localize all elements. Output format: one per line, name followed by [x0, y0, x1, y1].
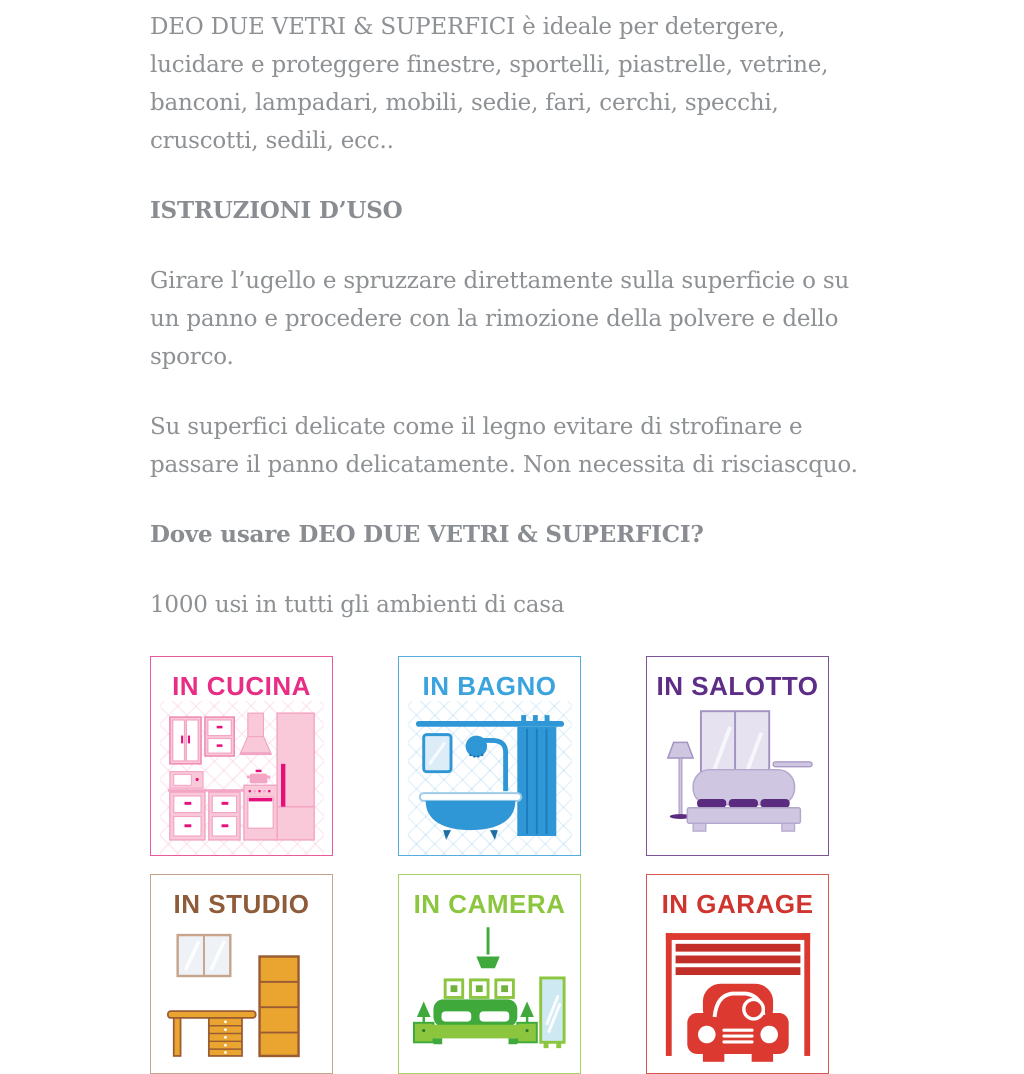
product-description: [150, 0, 882, 1074]
room-label-cucina: IN CUCINA: [172, 671, 311, 701]
living-room-icon: [656, 701, 820, 855]
room-card-camera: [398, 874, 581, 1074]
room-card-bagno: [398, 656, 581, 856]
room-label-garage: IN GARAGE: [661, 889, 814, 919]
instructions-paragraph-2: Su superfici delicate come il legno evitare di strofinare e passare il panno delicatamente. Non necessita di risciascquo.: [150, 414, 858, 478]
room-card-garage: [646, 874, 829, 1074]
room-card-cucina: [150, 656, 333, 856]
room-label-camera: IN CAMERA: [413, 889, 566, 919]
office-icon: [160, 919, 324, 1073]
bathroom-icon: [408, 701, 572, 855]
bedroom-icon: [408, 919, 572, 1073]
where-to-use-heading: Dove usare DEO DUE VETRI & SUPERFICI?: [150, 521, 704, 548]
garage-icon: [656, 919, 820, 1073]
room-card-studio: [150, 874, 333, 1074]
intro-paragraph: DEO DUE VETRI & SUPERFICI è ideale per detergere, lucidare e proteggere finestre, sportelli, piastrelle, vetrine, banconi, lampadari, mobili, sedie, fari, cerchi, specchi, cruscotti, sedili, ecc..: [150, 14, 829, 154]
kitchen-icon: [160, 701, 324, 855]
room-label-studio: IN STUDIO: [173, 889, 310, 919]
rooms-grid: [150, 656, 882, 1074]
room-label-bagno: IN BAGNO: [422, 671, 557, 701]
room-label-salotto: IN SALOTTO: [656, 671, 819, 701]
ambient-subtitle: 1000 usi in tutti gli ambienti di casa: [150, 592, 565, 618]
room-card-salotto: [646, 656, 829, 856]
instructions-heading: ISTRUZIONI D’USO: [150, 197, 403, 224]
instructions-paragraph-1: Girare l’ugello e spruzzare direttamente sulla superficie o su un panno e procedere con la rimozione della polvere e dello sporco.: [150, 268, 850, 370]
